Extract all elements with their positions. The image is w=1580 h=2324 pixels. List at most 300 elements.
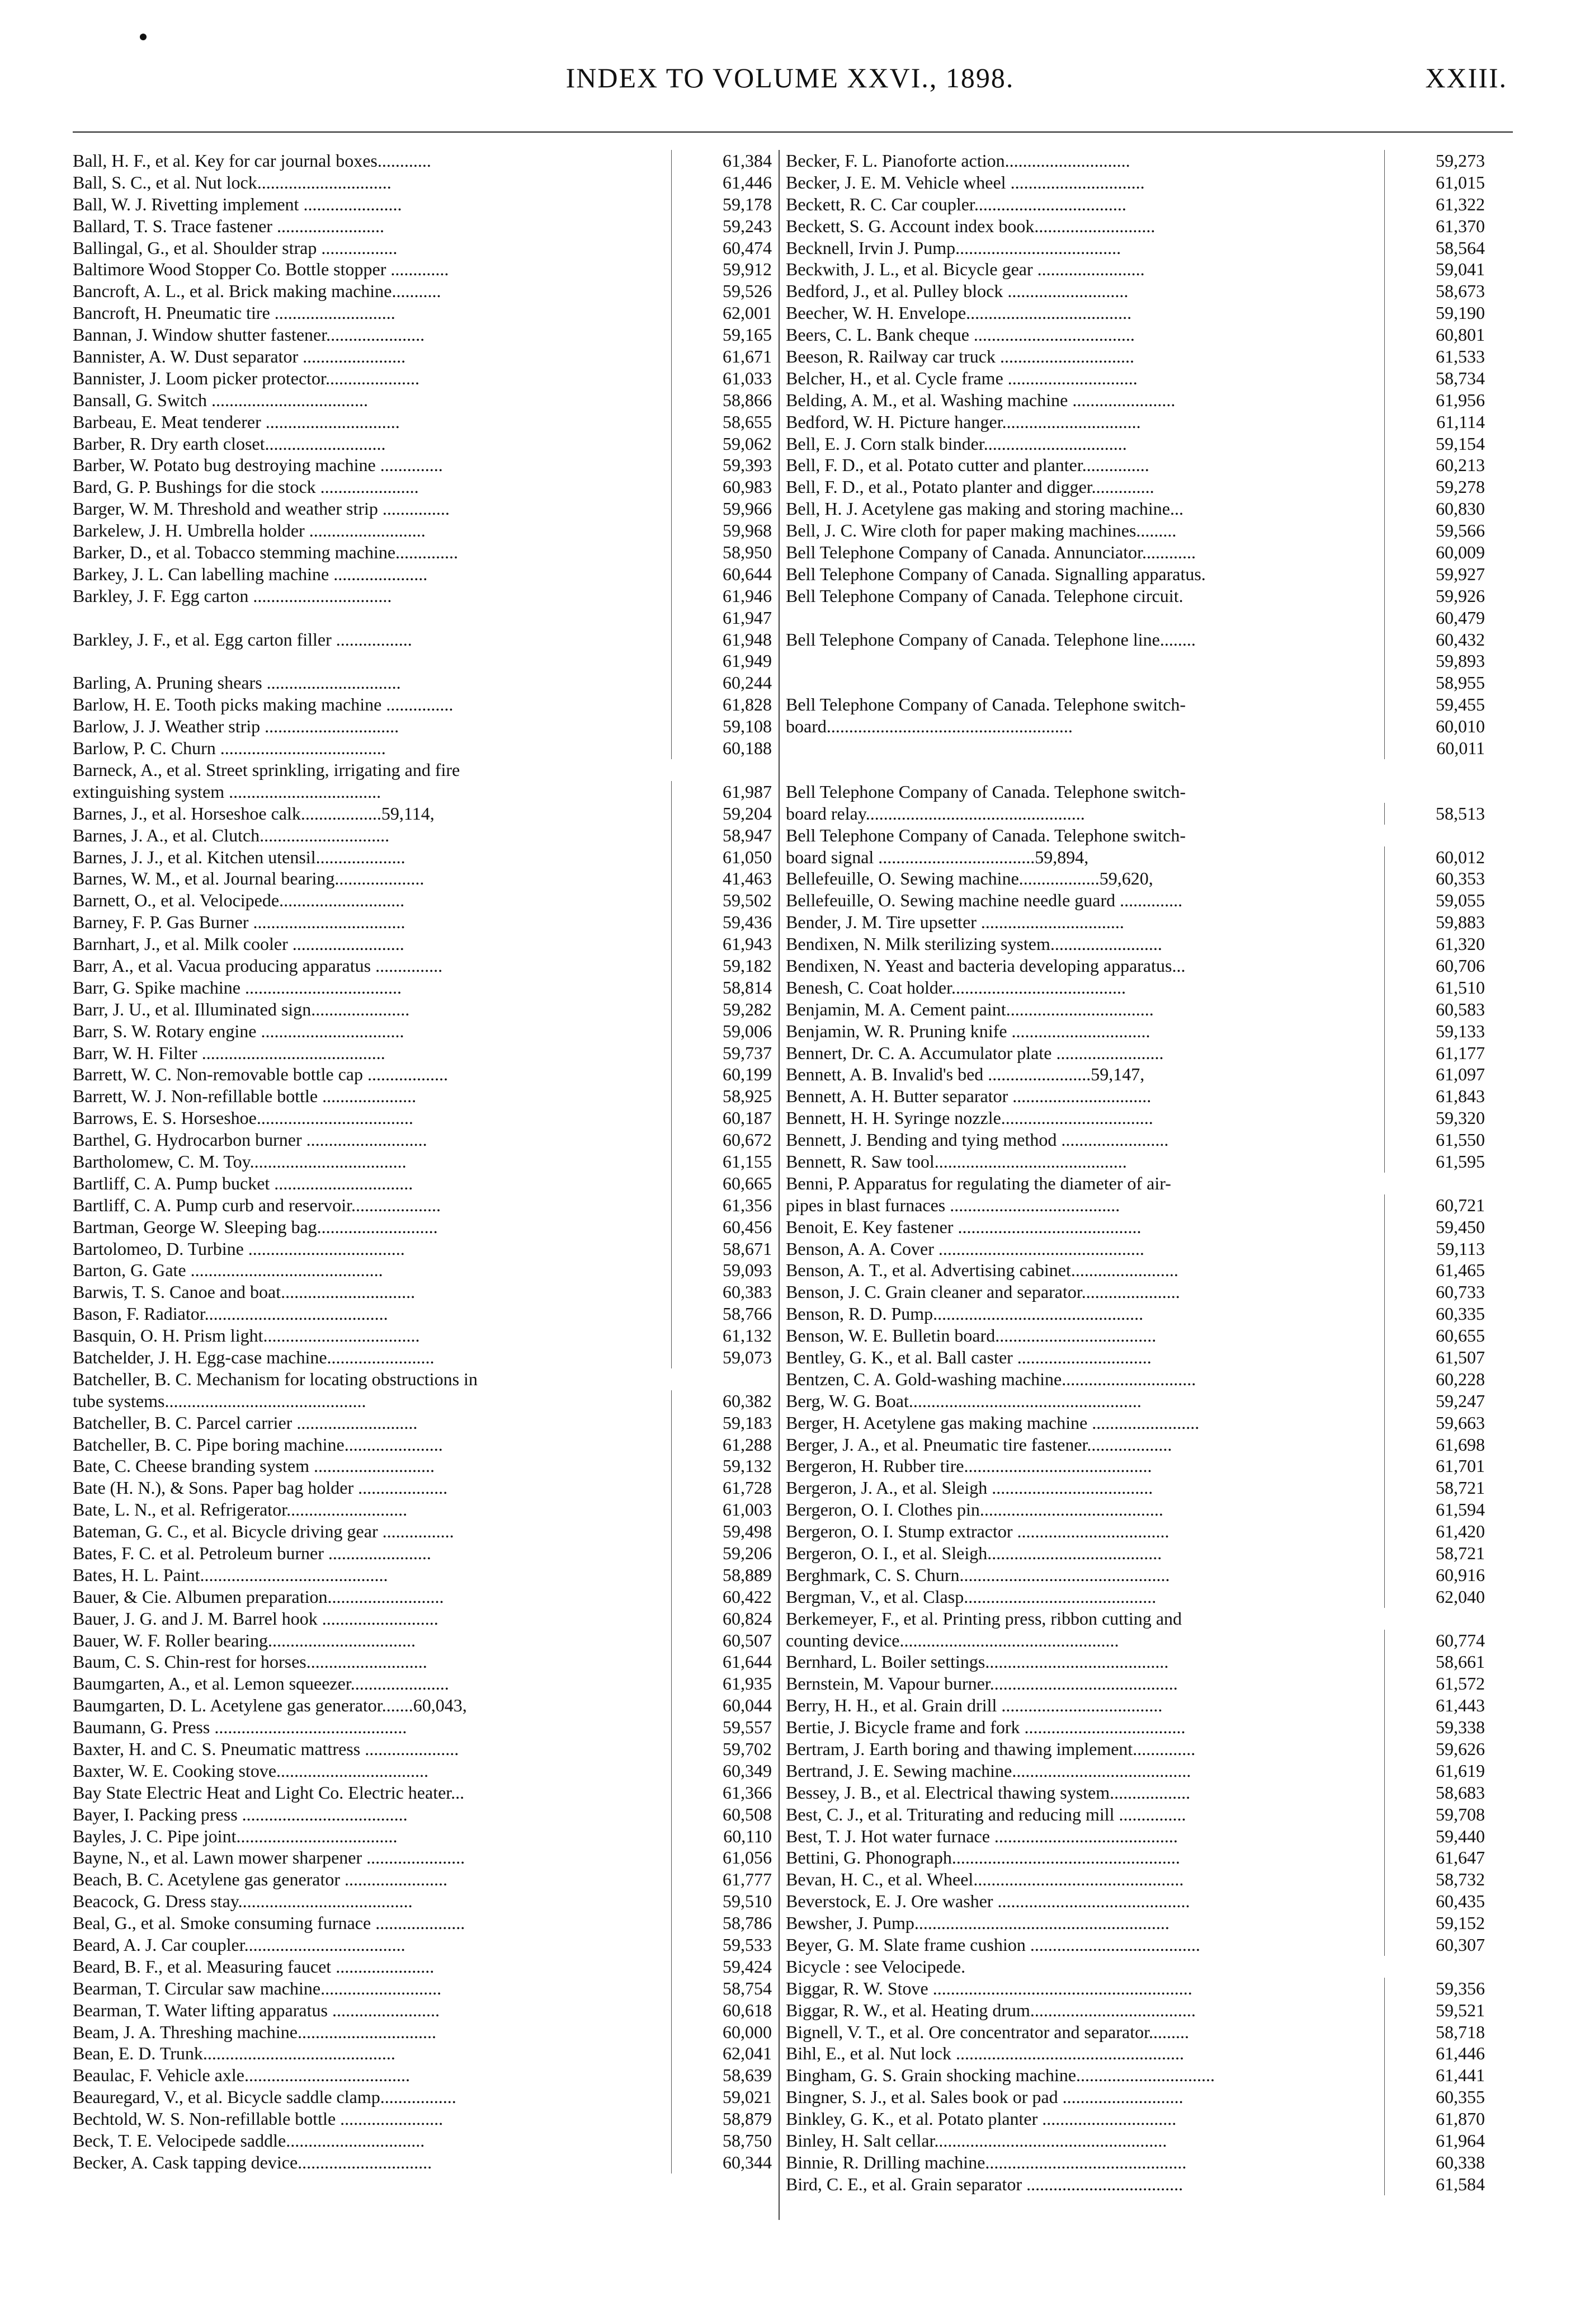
patent-number: 59,247 [1384, 1390, 1485, 1412]
index-entry [73, 1216, 772, 1238]
entry-text: Beard, A. J. Car coupler.................................... [73, 1935, 405, 1955]
entry-text: Beers, C. L. Bank cheque .................................... [786, 324, 1135, 345]
index-entry [73, 1499, 772, 1521]
entry-text: Barnes, W. M., et al. Journal bearing.................... [73, 868, 425, 889]
patent-number: 60,824 [671, 1608, 772, 1630]
entry-text: Bearman, T. Circular saw machine........................... [73, 1978, 442, 1998]
entry-text: Bannister, A. W. Dust separator ....................... [73, 346, 406, 367]
entry-text: Ballingal, G., et al. Shoulder strap ................. [73, 237, 398, 258]
patent-number: 59,526 [671, 280, 772, 302]
patent-number: 59,006 [671, 1020, 772, 1042]
index-entry [73, 1085, 772, 1107]
entry-text: Bayer, I. Packing press ..................................... [73, 1804, 408, 1824]
right-column [786, 150, 1485, 2195]
entry-text: Barnett, O., et al. Velocipede............................ [73, 890, 405, 911]
entry-text: Bergeron, J. A., et al. Sleigh .................................... [786, 1478, 1153, 1498]
index-entry [73, 999, 772, 1020]
patent-number: 58,683 [1384, 1782, 1485, 1804]
index-entry [73, 1630, 772, 1652]
index-entry [786, 1826, 1485, 1847]
index-entry [73, 2108, 772, 2130]
index-entry [73, 1238, 772, 1260]
patent-number: 60,338 [1384, 2152, 1485, 2174]
index-entry [73, 1412, 772, 1434]
entry-text: Benoit, E. Key fastener ......................................... [786, 1216, 1142, 1237]
patent-number: 59,182 [671, 955, 772, 977]
index-entry [73, 955, 772, 977]
patent-number: 60,435 [1384, 1890, 1485, 1912]
patent-number: 62,001 [671, 302, 772, 324]
patent-number: 60,187 [671, 1107, 772, 1129]
index-entry [786, 1303, 1485, 1325]
patent-number: 60,479 [1384, 607, 1485, 629]
index-entry [786, 1934, 1485, 1956]
index-entry [786, 650, 1485, 672]
index-entry [786, 433, 1485, 455]
patent-number: 60,474 [671, 237, 772, 259]
index-entry [786, 890, 1485, 911]
patent-number: 60,733 [1384, 1281, 1485, 1303]
entry-text: Bignell, V. T., et al. Ore concentrator and separator......... [786, 2021, 1189, 2042]
patent-number: 59,152 [1384, 1912, 1485, 1934]
entry-text: Barker, D., et al. Tobacco stemming machine.............. [73, 542, 459, 563]
index-entry [73, 1978, 772, 2000]
index-entry [786, 368, 1485, 389]
index-entry [73, 1455, 772, 1477]
entry-text: Batchelder, J. H. Egg-case machine........................ [73, 1347, 435, 1367]
entry-text: Barnes, J. A., et al. Clutch............................. [73, 825, 390, 845]
index-entry [73, 1151, 772, 1173]
entry-text: Berger, J. A., et al. Pneumatic tire fastener................... [786, 1434, 1172, 1455]
patent-number: 61,446 [1384, 2043, 1485, 2064]
patent-number: 59,440 [1384, 1826, 1485, 1847]
index-entry [73, 1564, 772, 1586]
index-entry [73, 890, 772, 911]
patent-number: 60,199 [671, 1064, 772, 1085]
header-rule [73, 131, 1513, 133]
patent-number: 61,698 [1384, 1434, 1485, 1456]
entry-text: Becker, J. E. M. Vehicle wheel .............................. [786, 172, 1145, 192]
index-entry [786, 585, 1485, 607]
patent-number: 59,154 [1384, 433, 1485, 455]
index-entry [786, 1434, 1485, 1456]
entry-text: Barnes, J. J., et al. Kitchen utensil.................... [73, 846, 405, 867]
entry-text: Beam, J. A. Threshing machine............................... [73, 2021, 436, 2042]
patent-number: 60,644 [671, 563, 772, 585]
index-entry [73, 2086, 772, 2108]
entry-text: Bertie, J. Bicycle frame and fork .................................... [786, 1717, 1186, 1738]
entry-text: Bartliff, C. A. Pump bucket ............................... [73, 1173, 413, 1193]
patent-number: 61,594 [1384, 1499, 1485, 1521]
index-entry [73, 694, 772, 716]
index-entry [786, 1890, 1485, 1912]
index-entry [786, 302, 1485, 324]
patent-number: 59,132 [671, 1455, 772, 1477]
entry-text: Bellefeuille, O. Sewing machine..................59,620, [786, 868, 1153, 889]
patent-number: 60,335 [1384, 1303, 1485, 1325]
index-entry [786, 825, 1485, 846]
entry-text: Bergman, V., et al. Clasp........................................... [786, 1586, 1157, 1607]
patent-number: 61,507 [1384, 1347, 1485, 1368]
index-entry [73, 476, 772, 498]
entry-text: board....................................................... [786, 716, 1073, 737]
entry-text: Bernstein, M. Vapour burner.......................................... [786, 1673, 1178, 1694]
index-entry [786, 1173, 1485, 1194]
index-entry [73, 563, 772, 585]
index-entry [73, 2000, 772, 2021]
entry-text: Barger, W. M. Threshold and weather strip ............... [73, 498, 450, 519]
entry-text: Ballard, T. S. Trace fastener ........................ [73, 215, 384, 236]
entry-text: Berghmark, C. S. Churn............................................... [786, 1564, 1170, 1585]
patent-number: 61,177 [1384, 1042, 1485, 1064]
entry-text: Benson, R. D. Pump............................................... [786, 1304, 1144, 1324]
patent-number: 59,165 [671, 324, 772, 346]
patent-number: 58,721 [1384, 1477, 1485, 1499]
entry-text: Bennert, Dr. C. A. Accumulator plate ........................ [786, 1042, 1164, 1063]
index-entry [786, 803, 1485, 825]
patent-number: 61,155 [671, 1151, 772, 1173]
index-entry [73, 1368, 772, 1390]
entry-text: Binnie, R. Drilling machine............................................. [786, 2152, 1187, 2172]
patent-number: 61,443 [1384, 1695, 1485, 1716]
patent-number: 60,349 [671, 1760, 772, 1782]
patent-number: 61,828 [671, 694, 772, 716]
patent-number: 58,955 [1384, 672, 1485, 694]
patent-number: 59,055 [1384, 890, 1485, 911]
entry-text: Barrett, W. C. Non-removable bottle cap .................. [73, 1064, 448, 1085]
index-entry [786, 194, 1485, 215]
patent-number: 58,718 [1384, 2021, 1485, 2043]
entry-text: Bihl, E., et al. Nut lock ................................................... [786, 2043, 1184, 2064]
entry-text: Best, T. J. Hot water furnace ......................................... [786, 1826, 1178, 1846]
index-entry [786, 1978, 1485, 2000]
index-entry [73, 520, 772, 542]
index-entry [786, 1151, 1485, 1173]
patent-number: 61,943 [671, 933, 772, 955]
index-entry [786, 716, 1485, 737]
patent-number: 60,983 [671, 476, 772, 498]
index-entry [786, 2021, 1485, 2043]
patent-number: 58,661 [1384, 1651, 1485, 1673]
patent-number: 59,533 [671, 1934, 772, 1956]
entry-text: Baxter, H. and C. S. Pneumatic mattress ..................... [73, 1739, 459, 1760]
index-entry [73, 1912, 772, 1934]
patent-number: 60,213 [1384, 454, 1485, 476]
patent-number: 59,113 [1384, 1238, 1485, 1260]
index-entry [786, 607, 1485, 629]
index-entry [73, 433, 772, 455]
patent-number: 61,441 [1384, 2064, 1485, 2086]
index-entry [786, 1912, 1485, 1934]
index-entry [786, 520, 1485, 542]
entry-text: Bates, F. C. et al. Petroleum burner ....................... [73, 1543, 431, 1563]
patent-number: 58,814 [671, 977, 772, 999]
entry-text: Bell Telephone Company of Canada. Telephone switch- [786, 781, 1186, 802]
patent-number: 59,510 [671, 1890, 772, 1912]
patent-number: 59,883 [1384, 911, 1485, 933]
patent-number: 59,663 [1384, 1412, 1485, 1434]
index-entry [73, 585, 772, 607]
index-entry [786, 150, 1485, 172]
patent-number: 60,706 [1384, 955, 1485, 977]
index-entry [786, 911, 1485, 933]
entry-text: Berry, H. H., et al. Grain drill .................................... [786, 1695, 1163, 1716]
index-entry [73, 1020, 772, 1042]
index-entry [73, 1804, 772, 1826]
entry-text: Barton, G. Gate ........................................... [73, 1260, 383, 1281]
page-number: XXIII. [1425, 62, 1507, 93]
patent-number: 58,754 [671, 1978, 772, 2000]
index-entry [786, 1673, 1485, 1695]
entry-text: Bartolomeo, D. Turbine ................................... [73, 1238, 405, 1259]
patent-number: 61,420 [1384, 1521, 1485, 1542]
entry-text: Bartholomew, C. M. Toy................................... [73, 1151, 407, 1172]
entry-text: Bell Telephone Company of Canada. Telephone switch- [786, 694, 1186, 715]
patent-number: 60,456 [671, 1216, 772, 1238]
entry-text: Beckwith, J. L., et al. Bicycle gear ........................ [786, 259, 1145, 280]
entry-text: Barrows, E. S. Horseshoe................................... [73, 1108, 413, 1128]
entry-text: Bedford, J., et al. Pulley block ........................... [786, 281, 1129, 302]
index-entry [786, 1630, 1485, 1652]
index-entry [73, 911, 772, 933]
index-entry [73, 1042, 772, 1064]
index-entry [786, 1499, 1485, 1521]
index-entry [73, 629, 772, 651]
patent-number: 60,353 [1384, 868, 1485, 890]
index-entry [786, 454, 1485, 476]
entry-text: Bell Telephone Company of Canada. Annunciator............ [786, 542, 1196, 563]
entry-text: Berg, W. G. Boat.................................................... [786, 1390, 1142, 1411]
entry-text: Beacock, G. Dress stay....................................... [73, 1891, 413, 1912]
patent-number: 59,626 [1384, 1738, 1485, 1760]
patent-number: 61,288 [671, 1434, 772, 1456]
patent-number: 59,502 [671, 890, 772, 911]
index-entry [786, 1368, 1485, 1390]
entry-text: Barkelew, J. H. Umbrella holder .......................... [73, 520, 426, 541]
entry-text: Bessey, J. B., et al. Electrical thawing system.................. [786, 1782, 1191, 1803]
index-entry [73, 933, 772, 955]
patent-number: 61,033 [671, 368, 772, 389]
index-entry [786, 781, 1485, 803]
patent-number: 61,619 [1384, 1760, 1485, 1782]
patent-number: 59,282 [671, 999, 772, 1020]
patent-number: 60,655 [1384, 1325, 1485, 1347]
entry-text: Belcher, H., et al. Cycle frame ............................. [786, 368, 1138, 388]
index-entry [786, 1412, 1485, 1434]
index-entry [786, 1542, 1485, 1564]
entry-text: Benjamin, W. R. Pruning knife ............................... [786, 1020, 1150, 1041]
patent-number: 59,702 [671, 1738, 772, 1760]
patent-number: 59,338 [1384, 1716, 1485, 1738]
patent-number: 59,436 [671, 911, 772, 933]
index-entry [786, 1259, 1485, 1281]
patent-number: 60,672 [671, 1129, 772, 1151]
patent-number: 58,564 [1384, 237, 1485, 259]
patent-number: 60,110 [671, 1826, 772, 1847]
entry-text: Bauer, & Cie. Albumen preparation.......................... [73, 1586, 444, 1607]
index-entry [73, 650, 772, 672]
entry-text: Binley, H. Salt cellar.................................................... [786, 2130, 1167, 2151]
index-entry [786, 389, 1485, 411]
patent-number: 59,204 [671, 803, 772, 825]
entry-text: Benson, J. C. Grain cleaner and separator...................... [786, 1282, 1180, 1302]
entry-text: Barber, R. Dry earth closet........................... [73, 433, 386, 454]
patent-number: 59,108 [671, 716, 772, 737]
entry-text: Beck, T. E. Velocipede saddle............................... [73, 2130, 425, 2151]
patent-number: 58,889 [671, 1564, 772, 1586]
index-entry [786, 1216, 1485, 1238]
index-entry [786, 2043, 1485, 2064]
entry-text: Bertrand, J. E. Sewing machine........................................ [786, 1760, 1191, 1781]
patent-number: 62,041 [671, 2043, 772, 2064]
index-entry [786, 1129, 1485, 1151]
entry-text: Beaulac, F. Vehicle axle..................................... [73, 2065, 410, 2086]
patent-number: 61,956 [1384, 389, 1485, 411]
patent-number: 60,830 [1384, 498, 1485, 520]
patent-number: 61,366 [671, 1782, 772, 1804]
entry-text: Bevan, H. C., et al. Wheel............................................... [786, 1869, 1184, 1890]
entry-text: Bentley, G. K., et al. Ball caster .............................. [786, 1347, 1152, 1367]
patent-number: 60,383 [671, 1281, 772, 1303]
entry-text: Beeson, R. Railway car truck .............................. [786, 346, 1134, 367]
index-entry [73, 1695, 772, 1716]
patent-number: 61,701 [1384, 1455, 1485, 1477]
patent-number: 59,557 [671, 1716, 772, 1738]
patent-number: 60,422 [671, 1586, 772, 1608]
index-entry [786, 1281, 1485, 1303]
entry-text: Bartliff, C. A. Pump curb and reservoir.................... [73, 1194, 441, 1215]
entry-text: Best, C. J., et al. Triturating and reducing mill ............... [786, 1804, 1186, 1824]
index-entry [73, 150, 772, 172]
entry-text: Bateman, G. C., et al. Bicycle driving gear ................ [73, 1521, 454, 1542]
patent-number: 59,278 [1384, 476, 1485, 498]
index-entry [73, 1259, 772, 1281]
patent-number: 59,178 [671, 194, 772, 215]
entry-text: Bay State Electric Heat and Light Co. Electric heater... [73, 1782, 465, 1803]
patent-number: 41,463 [671, 868, 772, 890]
page-header [73, 62, 1507, 106]
index-entry [786, 258, 1485, 280]
entry-text: Bason, F. Radiator......................................... [73, 1304, 388, 1324]
patent-number: 58,750 [671, 2130, 772, 2152]
entry-text: Bergeron, O. I. Clothes pin......................................... [786, 1499, 1163, 1520]
patent-number: 61,132 [671, 1325, 772, 1347]
patent-number: 59,455 [1384, 694, 1485, 716]
entry-text: board relay................................................. [786, 803, 1085, 824]
index-entry [73, 1477, 772, 1499]
entry-text: Bansall, G. Switch ................................... [73, 389, 368, 410]
entry-text: Bannan, J. Window shutter fastener...................... [73, 324, 425, 345]
patent-number: 60,244 [671, 672, 772, 694]
entry-text: Bates, H. L. Paint.......................................... [73, 1564, 388, 1585]
entry-text: Baumann, G. Press ........................................... [73, 1717, 407, 1738]
entry-text: Bell, E. J. Corn stalk binder................................ [786, 433, 1127, 454]
index-entry [786, 1608, 1485, 1630]
entry-text: Beyer, G. M. Slate frame cushion ...................................... [786, 1935, 1200, 1955]
entry-text: Bertram, J. Earth boring and thawing implement.............. [786, 1739, 1196, 1760]
patent-number: 61,572 [1384, 1673, 1485, 1695]
entry-text: Binkley, G. K., et al. Potato planter .............................. [786, 2109, 1177, 2129]
entry-text: Baumgarten, A., et al. Lemon squeezer...................... [73, 1673, 449, 1694]
index-entry [73, 1064, 772, 1085]
patent-number: 59,320 [1384, 1107, 1485, 1129]
entry-text: Barr, W. H. Filter ......................................... [73, 1042, 385, 1063]
entry-text: Bearman, T. Water lifting apparatus ........................ [73, 2000, 440, 2020]
patent-number: 61,728 [671, 1477, 772, 1499]
entry-text: Bennett, A. H. Butter separator ............................... [786, 1086, 1152, 1107]
patent-number: 60,012 [1384, 846, 1485, 868]
patent-number: 61,550 [1384, 1129, 1485, 1151]
index-entry [73, 1826, 772, 1847]
index-entry [73, 1651, 772, 1673]
entry-text: Bauer, W. F. Roller bearing................................. [73, 1630, 416, 1650]
index-entry [73, 825, 772, 846]
patent-number: 60,432 [1384, 629, 1485, 651]
index-entry [73, 716, 772, 737]
patent-number: 61,370 [1384, 215, 1485, 237]
patent-number: 61,050 [671, 846, 772, 868]
index-entry [786, 1194, 1485, 1216]
left-column [73, 150, 772, 2174]
patent-number: 60,507 [671, 1630, 772, 1652]
index-entry [786, 2064, 1485, 2086]
index-entry [73, 2043, 772, 2064]
bullet-mark [140, 34, 147, 40]
patent-number: 61,843 [1384, 1085, 1485, 1107]
index-entry [73, 2064, 772, 2086]
patent-number: 59,521 [1384, 2000, 1485, 2021]
entry-text: Bender, J. M. Tire upsetter ................................ [786, 912, 1124, 933]
patent-number: 59,927 [1384, 563, 1485, 585]
patent-number: 60,801 [1384, 324, 1485, 346]
page-title: INDEX TO VOLUME XXVI., 1898. [565, 62, 1015, 93]
index-entry [73, 1716, 772, 1738]
index-entry [786, 1390, 1485, 1412]
index-entry [73, 258, 772, 280]
entry-text: Berger, H. Acetylene gas making machine ........................ [786, 1412, 1200, 1433]
patent-number: 59,926 [1384, 585, 1485, 607]
entry-text: Bell Telephone Company of Canada. Telephone switch- [786, 825, 1186, 845]
entry-text: Baxter, W. E. Cooking stove.................................. [73, 1760, 429, 1781]
index-entry [786, 1716, 1485, 1738]
entry-text: Bingner, S. J., et al. Sales book or pad ........................... [786, 2087, 1183, 2107]
index-entry [786, 955, 1485, 977]
patent-number: 61,015 [1384, 172, 1485, 194]
patent-number: 58,721 [1384, 1542, 1485, 1564]
index-entry [786, 1042, 1485, 1064]
entry-text: Baumgarten, D. L. Acetylene gas generator.......60,043, [73, 1695, 467, 1716]
patent-number: 58,766 [671, 1303, 772, 1325]
patent-number: 61,510 [1384, 977, 1485, 999]
index-entry [73, 1347, 772, 1368]
patent-number: 61,935 [671, 1673, 772, 1695]
entry-text: Becker, A. Cask tapping device.............................. [73, 2152, 432, 2172]
entry-text: Bennett, J. Bending and tying method ........................ [786, 1130, 1169, 1150]
index-entry [73, 2021, 772, 2043]
entry-text: counting device................................................. [786, 1630, 1119, 1650]
index-entry [73, 672, 772, 694]
index-entry [786, 1521, 1485, 1542]
index-entry [786, 2130, 1485, 2152]
entry-text: Berkemeyer, F., et al. Printing press, ribbon cutting and [786, 1608, 1182, 1629]
entry-text: Ball, W. J. Rivetting implement ...................... [73, 194, 402, 214]
index-entry [786, 542, 1485, 563]
entry-text: Barr, A., et al. Vacua producing apparatus ............... [73, 955, 443, 976]
entry-text: extinguishing system .................................. [73, 781, 381, 802]
entry-text: Baltimore Wood Stopper Co. Bottle stopper ............. [73, 259, 449, 280]
patent-number: 60,307 [1384, 1934, 1485, 1956]
index-entry [786, 324, 1485, 346]
